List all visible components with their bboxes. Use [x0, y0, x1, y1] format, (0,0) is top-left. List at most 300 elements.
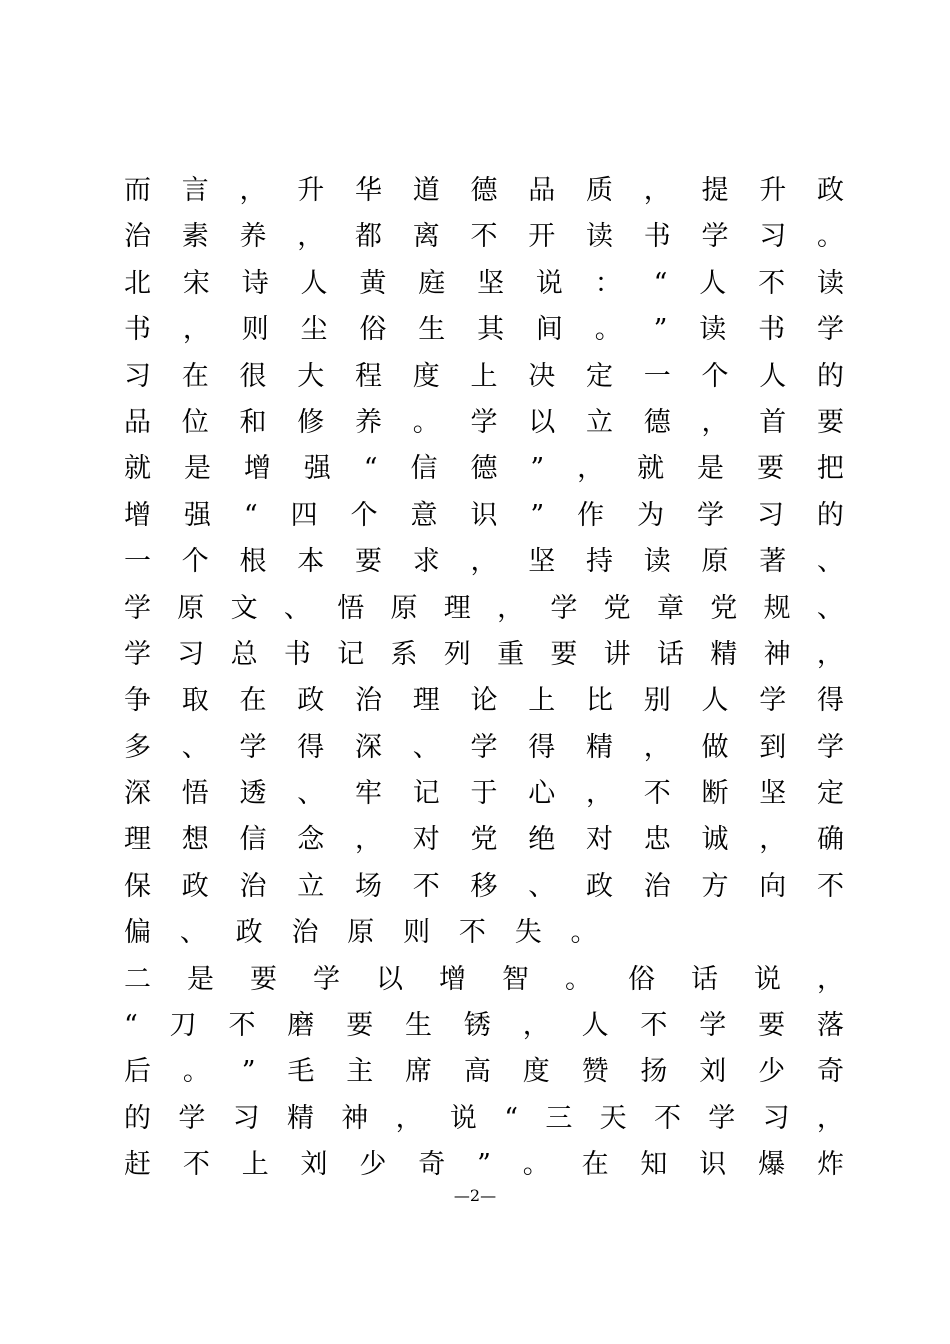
- text-char: 俗: [628, 963, 655, 995]
- text-char: 、: [181, 731, 209, 763]
- text-line: [124, 1003, 844, 1049]
- text-char: 比: [586, 685, 613, 717]
- text-char: 开: [528, 221, 556, 253]
- text-char: 持: [586, 546, 613, 578]
- text-char: 保: [124, 870, 151, 902]
- text-char: 养: [239, 221, 267, 253]
- text-char: ，: [497, 592, 525, 624]
- text-char: 人: [581, 1010, 609, 1042]
- text-char: 质: [586, 175, 613, 206]
- text-char: 、: [816, 592, 844, 624]
- text-char: 学: [470, 406, 498, 438]
- text-char: 学: [817, 731, 844, 763]
- text-char: 在: [239, 685, 267, 717]
- text-char: 少: [359, 1149, 387, 1181]
- text-char: 不: [817, 870, 844, 902]
- text-char: ，: [701, 406, 729, 438]
- text-char: 要: [355, 546, 382, 578]
- text-char: 原: [390, 592, 418, 624]
- text-char: 席: [405, 1056, 433, 1088]
- text-line: [124, 354, 844, 400]
- text-char: 庭: [418, 267, 446, 299]
- text-char: 移: [470, 870, 498, 902]
- text-char: 间: [535, 314, 563, 346]
- text-char: 不: [643, 778, 671, 810]
- text-char: 要: [346, 1010, 374, 1042]
- text-char: 定: [817, 778, 844, 810]
- text-char: 习: [232, 1102, 260, 1134]
- text-line: [124, 910, 844, 956]
- text-char: 要: [758, 1010, 786, 1042]
- text-char: 学: [550, 592, 578, 624]
- text-char: 治: [643, 870, 671, 902]
- text-char: 作: [577, 499, 605, 531]
- text-char: 学: [239, 731, 267, 763]
- text-char: 个: [350, 499, 378, 531]
- text-char: 政: [817, 175, 844, 206]
- text-char: 理: [443, 592, 471, 624]
- text-char: 个: [701, 360, 729, 392]
- text-char: 总: [230, 638, 258, 670]
- text-char: 毛: [287, 1056, 315, 1088]
- text-char: 意: [410, 499, 438, 531]
- text-char: 原: [701, 546, 729, 578]
- text-char: 诗: [241, 267, 269, 299]
- text-char: 书: [124, 314, 151, 346]
- text-char: 强: [303, 453, 331, 485]
- text-char: 悟: [337, 592, 365, 624]
- text-char: 人: [300, 267, 328, 299]
- text-char: 德: [643, 406, 671, 438]
- text-char: 不: [228, 1010, 256, 1042]
- text-char: 要: [550, 638, 578, 670]
- text-char: ，: [470, 546, 498, 578]
- text-char: 。: [594, 314, 622, 346]
- text-char: 党: [710, 592, 738, 624]
- text-line: [124, 1096, 844, 1142]
- text-char: 要: [817, 406, 844, 438]
- text-char: 学: [701, 221, 729, 253]
- text-char: 刘: [699, 1056, 727, 1088]
- text-char: 不: [758, 267, 786, 299]
- text-char: ，: [586, 778, 613, 810]
- text-char: 治: [355, 685, 382, 717]
- text-char: 不: [458, 917, 486, 949]
- text-char: 黄: [359, 267, 387, 299]
- text-char: 智: [502, 963, 529, 995]
- text-char: 人: [759, 360, 787, 392]
- text-char: 很: [239, 360, 267, 392]
- text-char: 俗: [359, 314, 387, 346]
- text-char: 是: [183, 453, 211, 485]
- text-line: [124, 446, 844, 492]
- text-char: ”: [530, 453, 545, 485]
- text-char: 多: [124, 731, 151, 763]
- text-line: [124, 400, 844, 446]
- text-char: 信: [239, 824, 267, 856]
- text-char: 一: [643, 360, 671, 392]
- text-char: 读: [816, 267, 844, 299]
- text-char: 学: [124, 638, 151, 670]
- text-char: 学: [816, 314, 844, 346]
- text-char: 到: [759, 731, 787, 763]
- text-char: 识: [699, 1149, 727, 1181]
- text-char: 学: [470, 731, 498, 763]
- text-char: 记: [337, 638, 365, 670]
- text-char: 尘: [300, 314, 328, 346]
- text-char: 精: [586, 731, 613, 763]
- text-char: 治: [124, 221, 151, 253]
- text-char: 素: [181, 221, 209, 253]
- text-char: 上: [241, 1149, 269, 1181]
- text-char: 刘: [300, 1149, 328, 1181]
- text-char: 三: [545, 1102, 573, 1134]
- text-char: 理: [412, 685, 440, 717]
- text-char: “: [124, 1010, 138, 1042]
- text-char: 言: [181, 175, 209, 206]
- text-char: 主: [346, 1056, 374, 1088]
- text-char: 要: [756, 453, 784, 485]
- text-char: 、: [817, 546, 844, 578]
- text-char: 规: [763, 592, 791, 624]
- text-char: 大: [297, 360, 325, 392]
- text-char: 在: [581, 1149, 609, 1181]
- text-char: 、: [528, 870, 556, 902]
- text-char: 修: [297, 406, 325, 438]
- text-char: 。: [522, 1149, 550, 1181]
- text-char: ，: [522, 1010, 550, 1042]
- text-char: ，: [297, 221, 325, 253]
- text-line: [124, 586, 844, 632]
- text-line: [124, 168, 844, 214]
- text-char: 学: [708, 1102, 736, 1134]
- text-char: 。: [570, 917, 598, 949]
- text-char: 、: [297, 778, 325, 810]
- text-char: 书: [758, 314, 786, 346]
- text-char: 奇: [816, 1056, 844, 1088]
- text-char: 习: [762, 1102, 790, 1134]
- text-char: 习: [759, 221, 787, 253]
- text-char: 失: [514, 917, 542, 949]
- text-char: 为: [637, 499, 665, 531]
- text-char: “: [363, 453, 378, 485]
- text-char: 断: [701, 778, 729, 810]
- text-char: 则: [403, 917, 431, 949]
- text-char: 在: [181, 360, 209, 392]
- text-char: 文: [230, 592, 258, 624]
- text-char: ”: [241, 1056, 256, 1088]
- text-line: [124, 632, 844, 678]
- text-char: 信: [410, 453, 438, 485]
- text-char: 立: [586, 406, 613, 438]
- text-char: 系: [390, 638, 418, 670]
- text-char: 炸: [816, 1149, 844, 1181]
- body-text: [124, 168, 844, 1189]
- text-char: 要: [250, 963, 277, 995]
- text-char: 话: [691, 963, 718, 995]
- text-char: 度: [412, 360, 440, 392]
- text-char: 不: [412, 870, 440, 902]
- text-char: 刀: [169, 1010, 197, 1042]
- text-char: 做: [701, 731, 729, 763]
- text-char: 北: [124, 267, 151, 299]
- text-char: 二: [124, 963, 151, 995]
- text-char: 知: [640, 1149, 668, 1181]
- text-char: ”: [477, 1149, 491, 1181]
- text-char: ，: [816, 638, 844, 670]
- text-char: 原: [177, 592, 205, 624]
- text-char: 强: [183, 499, 211, 531]
- text-line: [124, 1142, 844, 1188]
- text-char: 方: [701, 870, 729, 902]
- text-line: [124, 307, 844, 353]
- text-char: 学: [313, 963, 340, 995]
- text-char: 得: [528, 731, 556, 763]
- text-char: 坚: [528, 546, 556, 578]
- text-char: 重: [497, 638, 525, 670]
- text-char: ，: [182, 314, 210, 346]
- text-char: 党: [470, 824, 498, 856]
- text-char: 首: [759, 406, 787, 438]
- text-char: 上: [470, 360, 498, 392]
- text-char: 学: [178, 1102, 206, 1134]
- text-char: 的: [816, 499, 844, 531]
- text-char: 位: [181, 406, 209, 438]
- text-char: 以: [528, 406, 556, 438]
- text-char: 对: [412, 824, 440, 856]
- text-char: 其: [477, 314, 505, 346]
- text-char: 升: [297, 175, 325, 206]
- text-char: 定: [586, 360, 613, 392]
- text-char: ，: [817, 963, 844, 995]
- text-char: 上: [528, 685, 556, 717]
- text-char: 不: [653, 1102, 681, 1134]
- text-char: 向: [759, 870, 787, 902]
- text-char: 本: [297, 546, 325, 578]
- text-char: 书: [283, 638, 311, 670]
- text-char: 锈: [463, 1010, 491, 1042]
- text-char: ，: [816, 1102, 844, 1134]
- text-char: 道: [412, 175, 440, 206]
- text-char: 品: [528, 175, 556, 206]
- text-char: 就: [637, 453, 665, 485]
- text-char: 坚: [477, 267, 505, 299]
- text-char: 生: [405, 1010, 433, 1042]
- text-char: 透: [239, 778, 267, 810]
- text-char: 记: [412, 778, 440, 810]
- text-char: 精: [286, 1102, 314, 1134]
- text-char: ，: [643, 175, 671, 206]
- text-char: 学: [699, 1010, 727, 1042]
- text-char: 则: [241, 314, 269, 346]
- text-char: 德: [470, 175, 498, 206]
- text-char: 升: [759, 175, 787, 206]
- text-char: 立: [297, 870, 325, 902]
- text-char: 后: [124, 1056, 151, 1088]
- text-char: 人: [699, 267, 727, 299]
- text-char: 、: [179, 917, 207, 949]
- text-char: 高: [463, 1056, 491, 1088]
- text-char: 赞: [581, 1056, 609, 1088]
- text-char: 神: [341, 1102, 369, 1134]
- text-char: 和: [239, 406, 267, 438]
- text-char: ，: [577, 453, 605, 485]
- text-char: 、: [412, 731, 440, 763]
- text-char: 读: [643, 546, 671, 578]
- text-char: 偏: [124, 917, 151, 949]
- text-char: 决: [528, 360, 556, 392]
- text-char: 宋: [182, 267, 210, 299]
- text-char: 四: [290, 499, 318, 531]
- text-char: 习: [177, 638, 205, 670]
- text-char: 。: [182, 1056, 210, 1088]
- text-char: 精: [710, 638, 738, 670]
- text-char: 章: [656, 592, 684, 624]
- text-char: 深: [124, 778, 151, 810]
- text-char: 就: [124, 453, 151, 485]
- text-char: 对: [586, 824, 613, 856]
- text-char: 把: [816, 453, 844, 485]
- text-char: 赶: [124, 1149, 151, 1181]
- text-char: 学: [697, 499, 724, 531]
- text-char: 生: [418, 314, 446, 346]
- text-char: 、: [283, 592, 311, 624]
- text-char: 增: [243, 453, 271, 485]
- text-char: 读: [586, 221, 613, 253]
- text-char: 德: [470, 453, 498, 485]
- text-line: [124, 725, 844, 771]
- text-line: [124, 817, 844, 863]
- text-char: 。: [565, 963, 592, 995]
- text-char: 磨: [287, 1010, 315, 1042]
- text-char: 著: [759, 546, 787, 578]
- text-char: 爆: [758, 1149, 786, 1181]
- text-char: 心: [528, 778, 556, 810]
- text-line: [124, 539, 844, 585]
- text-char: 离: [412, 221, 440, 253]
- text-char: 不: [470, 221, 498, 253]
- text-char: 识: [470, 499, 498, 531]
- text-char: 神: [763, 638, 791, 670]
- text-char: 绝: [528, 824, 556, 856]
- text-char: 华: [355, 175, 382, 206]
- text-char: 原: [347, 917, 375, 949]
- text-char: 习: [756, 499, 784, 531]
- text-char: 治: [291, 917, 319, 949]
- text-char: 取: [181, 685, 209, 717]
- text-line: [124, 678, 844, 724]
- text-char: 习: [124, 360, 151, 392]
- text-char: 深: [355, 731, 382, 763]
- text-char: 想: [181, 824, 209, 856]
- text-char: 别: [643, 685, 671, 717]
- text-char: 扬: [640, 1056, 668, 1088]
- text-char: 于: [470, 778, 498, 810]
- text-char: 人: [701, 685, 729, 717]
- text-char: 政: [297, 685, 325, 717]
- text-char: 确: [817, 824, 844, 856]
- text-char: 度: [522, 1056, 550, 1088]
- text-char: 得: [817, 685, 844, 717]
- text-char: 治: [239, 870, 267, 902]
- text-char: 根: [239, 546, 267, 578]
- text-char: ，: [395, 1102, 423, 1134]
- text-char: 的: [817, 360, 844, 392]
- text-char: 。: [817, 221, 844, 253]
- text-char: 诚: [701, 824, 729, 856]
- text-char: 讲: [603, 638, 631, 670]
- text-char: 天: [599, 1102, 627, 1134]
- text-char: 说: [449, 1102, 477, 1134]
- text-char: 个: [181, 546, 209, 578]
- text-char: 少: [758, 1056, 786, 1088]
- text-char: 书: [643, 221, 671, 253]
- text-char: 论: [470, 685, 498, 717]
- text-char: 品: [124, 406, 151, 438]
- text-char: 忠: [643, 824, 671, 856]
- text-char: 坚: [759, 778, 787, 810]
- text-char: ”: [653, 314, 668, 346]
- text-char: 的: [124, 1102, 151, 1134]
- text-char: “: [243, 499, 258, 531]
- text-char: 说: [535, 267, 563, 299]
- text-char: 是: [187, 963, 214, 995]
- text-char: 悟: [181, 778, 209, 810]
- text-char: “: [504, 1102, 518, 1134]
- text-char: 理: [124, 824, 151, 856]
- text-line: [124, 493, 844, 539]
- text-char: 一: [124, 546, 151, 578]
- text-char: ：: [594, 267, 622, 299]
- text-char: 提: [701, 175, 729, 206]
- text-char: 念: [297, 824, 325, 856]
- text-char: 而: [124, 175, 151, 206]
- text-line: [124, 1049, 844, 1095]
- text-char: 政: [181, 870, 209, 902]
- text-char: ，: [355, 824, 382, 856]
- text-char: ”: [530, 499, 545, 531]
- text-char: 学: [759, 685, 787, 717]
- text-char: 奇: [418, 1149, 446, 1181]
- text-char: 增: [439, 963, 466, 995]
- text-line: [124, 214, 844, 260]
- text-char: ，: [759, 824, 787, 856]
- text-char: 。: [412, 406, 440, 438]
- text-line: [124, 864, 844, 910]
- text-char: 求: [412, 546, 440, 578]
- text-line: [124, 957, 844, 1003]
- text-char: 争: [124, 685, 151, 717]
- text-char: 牢: [355, 778, 382, 810]
- text-char: 得: [297, 731, 325, 763]
- text-char: 政: [235, 917, 263, 949]
- text-char: ，: [643, 731, 671, 763]
- text-char: 不: [640, 1010, 668, 1042]
- text-char: 都: [355, 221, 382, 253]
- text-char: 党: [603, 592, 631, 624]
- text-char: “: [653, 267, 668, 299]
- text-char: 增: [124, 499, 151, 531]
- text-char: 是: [697, 453, 724, 485]
- text-char: 养: [355, 406, 382, 438]
- text-char: 学: [124, 592, 151, 624]
- text-line: [124, 261, 844, 307]
- text-char: 列: [443, 638, 471, 670]
- text-char: 不: [182, 1149, 210, 1181]
- text-char: 政: [586, 870, 613, 902]
- text-char: 落: [816, 1010, 844, 1042]
- text-char: 话: [656, 638, 684, 670]
